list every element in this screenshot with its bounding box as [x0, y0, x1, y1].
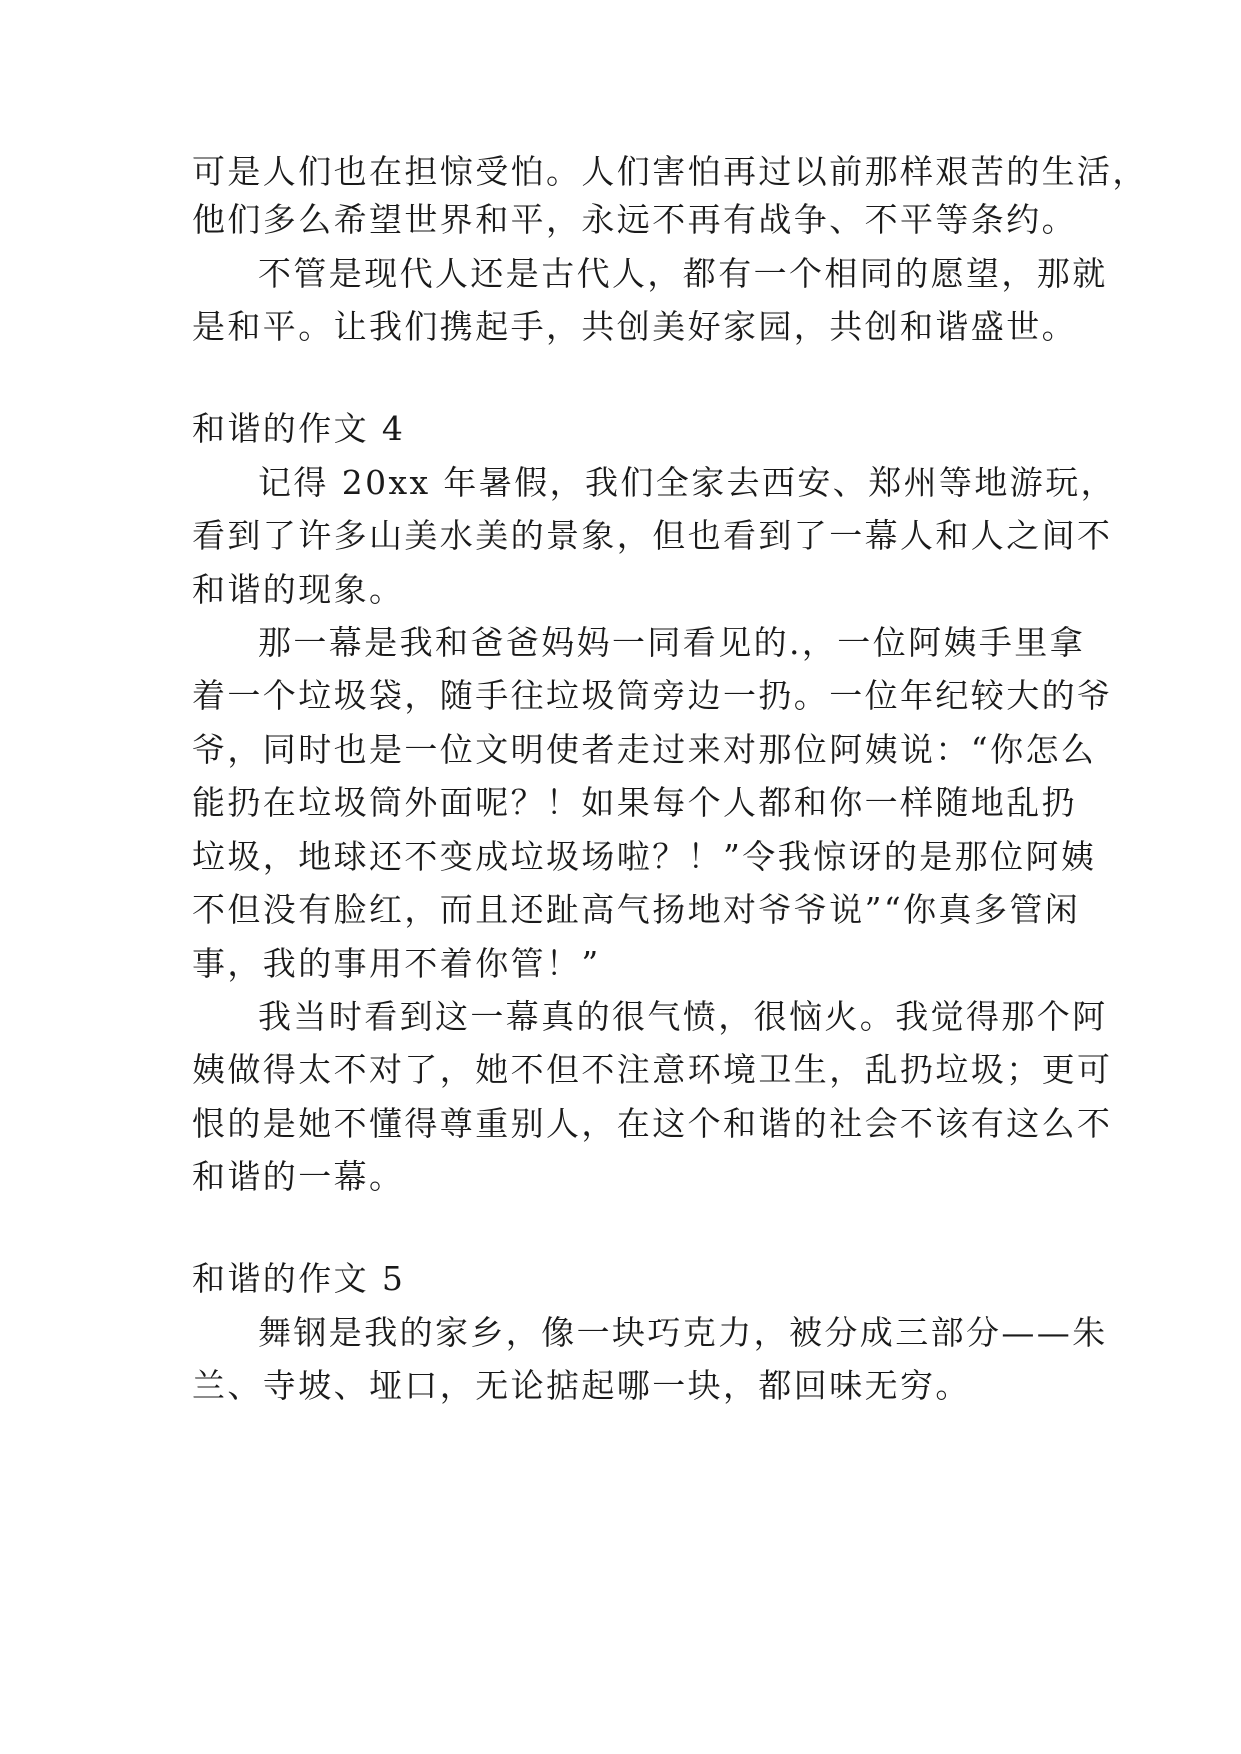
- paragraph-line: 那一幕是我和爸爸妈妈一同看见的.，一位阿姨手里拿: [258, 623, 1086, 662]
- section-heading: 和谐的作文 5: [192, 1259, 406, 1298]
- paragraph-line: 恨的是她不懂得尊重别人，在这个和谐的社会不该有这么不: [192, 1104, 1113, 1143]
- paragraph-line: 姨做得太不对了，她不但不注意环境卫生，乱扔垃圾；更可: [192, 1050, 1113, 1089]
- paragraph-line: 是和平。让我们携起手，共创美好家园，共创和谐盛世。: [192, 307, 1077, 346]
- paragraph-line: 不管是现代人还是古代人，都有一个相同的愿望，那就: [258, 254, 1108, 293]
- paragraph-line: 着一个垃圾袋，随手往垃圾筒旁边一扔。一位年纪较大的爷: [192, 676, 1113, 715]
- paragraph-line: 和谐的现象。: [192, 570, 405, 609]
- paragraph-line: 兰、寺坡、垭口，无论掂起哪一块，都回味无穷。: [192, 1366, 971, 1405]
- paragraph-line: 和谐的一幕。: [192, 1157, 405, 1196]
- paragraph-line: 他们多么希望世界和平，永远不再有战争、不平等条约。: [192, 200, 1077, 239]
- paragraph-line: 垃圾，地球还不变成垃圾场啦？！”令我惊讶的是那位阿姨: [192, 837, 1097, 876]
- paragraph-line: 舞钢是我的家乡，像一块巧克力，被分成三部分——朱: [258, 1313, 1108, 1352]
- paragraph-line: 记得 20xx 年暑假，我们全家去西安、郑州等地游玩，: [258, 463, 1116, 502]
- paragraph-line: 爷，同时也是一位文明使者走过来对那位阿姨说：“你怎么: [192, 730, 1097, 769]
- section-heading: 和谐的作文 4: [192, 409, 406, 448]
- paragraph-line: 可是人们也在担惊受怕。人们害怕再过以前那样艰苦的生活，: [192, 152, 1148, 191]
- paragraph-line: 不但没有脸红，而且还趾高气扬地对爷爷说”“你真多管闲: [192, 890, 1081, 929]
- paragraph-line: 我当时看到这一幕真的很气愤，很恼火。我觉得那个阿: [258, 997, 1108, 1036]
- paragraph-line: 能扔在垃圾筒外面呢？！如果每个人都和你一样随地乱扔: [192, 783, 1077, 822]
- paragraph-line: 事，我的事用不着你管！”: [192, 944, 601, 983]
- paragraph-line: 看到了许多山美水美的景象，但也看到了一幕人和人之间不: [192, 516, 1113, 555]
